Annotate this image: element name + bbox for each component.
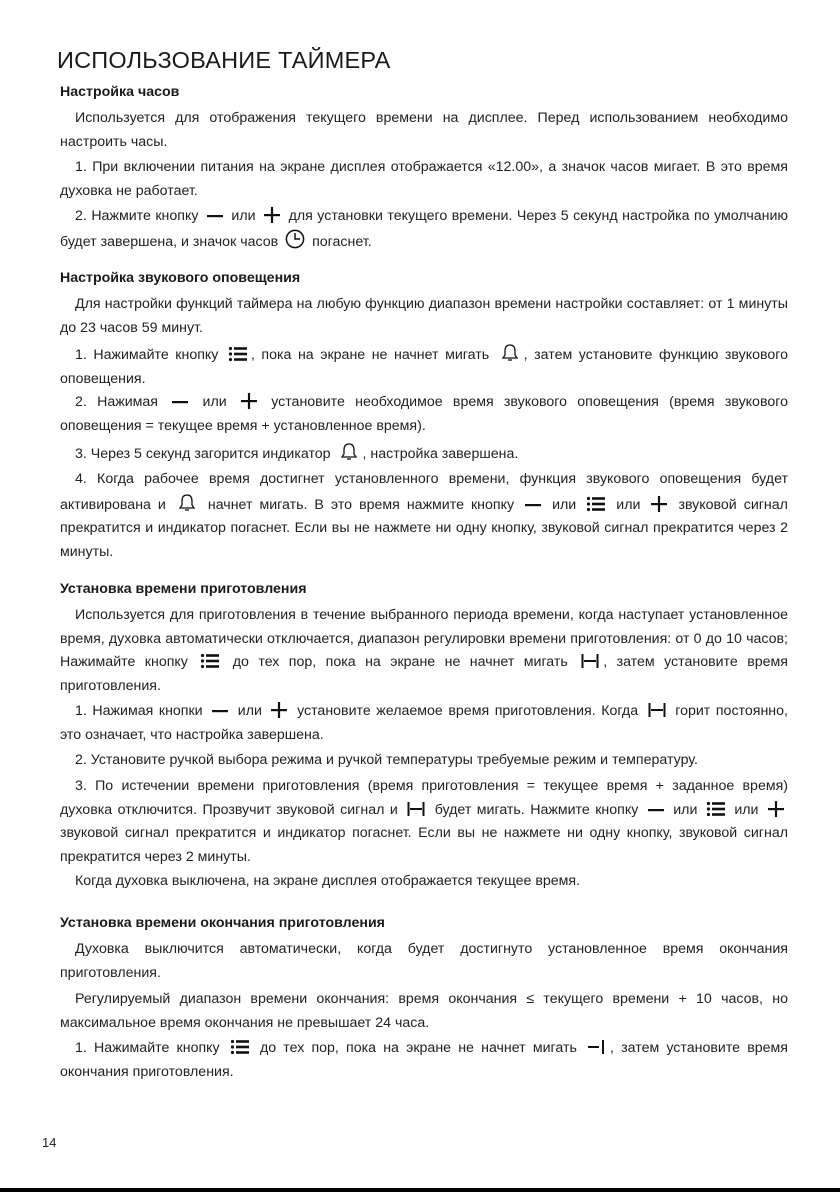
endtime-paragraph-3: 1. Нажимайте кнопку до тех пор, пока на экране не начнет мигать , затем установите время окончания приготовления.	[60, 1040, 788, 1080]
alarm-paragraph-1: Для настройки функций таймера на любую функцию диапазон времени настройки составляет: от 1 минуты до 23 часов 59 минут.	[60, 296, 788, 336]
bottom-border	[0, 1188, 840, 1192]
menu-icon	[230, 1039, 250, 1055]
alarm-paragraph-4: 3. Через 5 секунд загорится индикатор , настройка завершена.	[60, 441, 788, 467]
plus-icon	[650, 496, 668, 512]
bell-icon	[338, 441, 360, 461]
page-number: 14	[42, 1135, 57, 1150]
alarm-paragraph-2: 1. Нажимайте кнопку , пока на экране не начнет мигать , затем установите функцию звукового оповещения.	[60, 342, 788, 391]
minus-icon	[206, 209, 224, 223]
endtime-paragraph-2: Регулируемый диапазон времени окончания: время окончания ≤ текущего времени + 10 часов, но максимальное время окончания не превышает 24 часа.	[60, 991, 788, 1031]
minus-icon	[171, 395, 189, 409]
cook-time-icon	[647, 702, 667, 718]
clock-paragraph-3: 2. Нажмите кнопку или для установки текущего времени. Через 5 секунд настройка по умолчанию будет завершена, и значок часов погаснет.	[60, 208, 789, 250]
cooktime-paragraph-2: 1. Нажимая кнопки или установите желаемое время приготовления. Когда горит постоянно, это означает, что настройка завершена.	[60, 703, 788, 743]
section-heading-cook-time: Установка времени приготовления	[60, 581, 307, 597]
cooktime-paragraph-4: 3. По истечении времени приготовления (время приготовления = текущее время + заданное время) духовка отключится. Прозвучит звуковой сигнал и будет мигать. Нажмите кнопку или или звуковой сигнал прекратится и индикатор погаснет. Если вы не нажмете ни одну кнопку, звуковой сигнал прекратится через 2 минуты.	[60, 778, 788, 865]
alarm-paragraph-3: 2. Нажимая или установите необходимое время звукового оповещения (время звукового оповещения = текущее время + установленное время).	[60, 394, 788, 434]
cooktime-paragraph-1: Используется для приготовления в течение выбранного периода времени, когда наступает установленное время, духовка автоматически отключается, диапазон регулировки времени приготовления: от 0 до 10 часов; Нажимайте кнопку до тех пор, пока на экране не начнет мигать , затем установите время приготовления.	[60, 607, 788, 694]
alarm-paragraph-5: 4. Когда рабочее время достигнет установленного времени, функция звукового оповещения будет активирована и начнет мигать. В это время нажмите кнопку или или звуковой сигнал прекратится и индикатор погаснет. Если вы не нажмете ни одну кнопку, звуковой сигнал прекратится через 2 минуты.	[60, 471, 788, 560]
minus-icon	[647, 803, 665, 817]
cooktime-paragraph-3: 2. Установите ручкой выбора режима и ручкой температуры требуемые режим и температуру.	[75, 752, 698, 768]
plus-icon	[270, 702, 288, 718]
endtime-paragraph-1: Духовка выключится автоматически, когда будет достигнуто установленное время окончания приготовления.	[60, 941, 788, 981]
cook-time-icon	[580, 653, 600, 669]
end-time-icon	[587, 1039, 607, 1055]
page-title: ИСПОЛЬЗОВАНИЕ ТАЙМЕРА	[57, 47, 391, 73]
cook-time-icon	[406, 801, 426, 817]
menu-icon	[706, 801, 726, 817]
menu-icon	[586, 496, 606, 512]
bell-icon	[176, 492, 198, 512]
menu-icon	[228, 346, 248, 362]
section-heading-end-time: Установка времени окончания приготовления	[60, 915, 385, 931]
minus-icon	[524, 498, 542, 512]
section-heading-alarm: Настройка звукового оповещения	[60, 270, 301, 286]
menu-icon	[200, 653, 220, 669]
bell-icon	[499, 342, 521, 362]
clock-paragraph-1: Используется для отображения текущего времени на дисплее. Перед использованием необходимо настроить часы.	[60, 110, 788, 150]
minus-icon	[211, 704, 229, 718]
cooktime-paragraph-5: Когда духовка выключена, на экране дисплея отображается текущее время.	[75, 873, 581, 889]
clock-paragraph-2: 1. При включении питания на экране дисплея отображается «12.00», а значок часов мигает. В это время духовка не работает.	[60, 159, 788, 199]
plus-icon	[240, 393, 258, 409]
section-heading-clock: Настройка часов	[60, 84, 180, 100]
plus-icon	[263, 207, 281, 223]
clock-icon	[285, 229, 305, 249]
plus-icon	[767, 801, 785, 817]
